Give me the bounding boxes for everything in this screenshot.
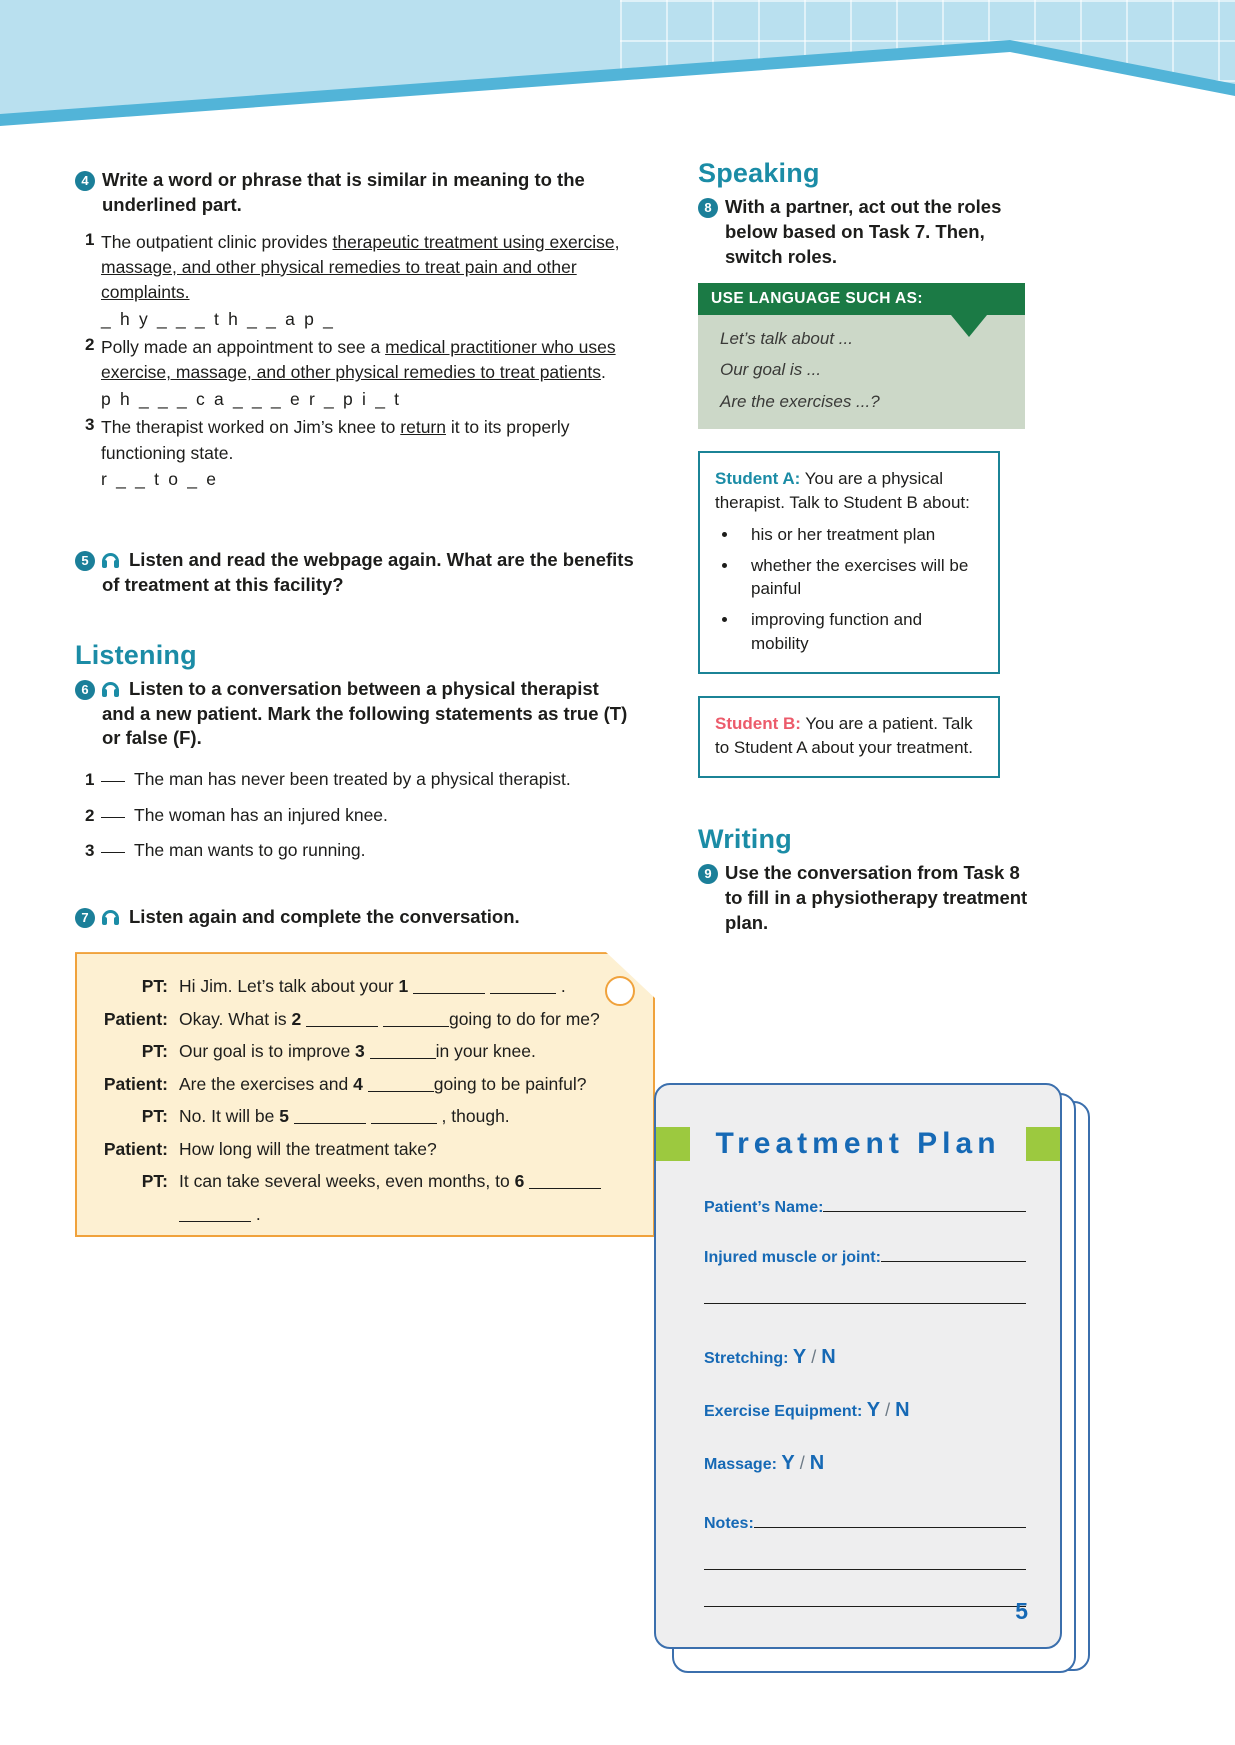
dialogue-row [91, 1072, 637, 1097]
item-text-pre: The outpatient clinic provides [101, 231, 333, 252]
item-text-post: . [600, 362, 606, 383]
task-6-items [75, 767, 635, 863]
dialogue-text [179, 1072, 637, 1097]
answer-blank[interactable] [383, 1011, 449, 1027]
use-language-header: USE LANGUAGE SUCH AS: [698, 283, 1025, 315]
true-false-blank[interactable] [101, 817, 125, 818]
field-massage [704, 1452, 1026, 1475]
dialogue-tail: . [255, 1203, 261, 1224]
item-number: 2 [85, 335, 95, 355]
option-yes[interactable]: Y [781, 1452, 795, 1474]
student-b-role-card [698, 696, 1000, 778]
field-input-line[interactable] [823, 1197, 1026, 1212]
task-5-prompt-text: Listen and read the webpage again. What are the benefits of treatment at this facility? [102, 549, 634, 596]
section-heading-listening: Listening [75, 639, 197, 670]
item-body [101, 230, 635, 333]
student-a-bullets [715, 523, 984, 656]
item-number: 3 [85, 840, 95, 860]
task-9 [698, 861, 1038, 935]
item-text-underlined: return [400, 417, 446, 438]
item-number: 1 [85, 770, 95, 790]
option-no[interactable]: N [821, 1346, 836, 1368]
field-label: Notes: [704, 1515, 754, 1532]
use-language-phrase: Let’s talk about ... [720, 329, 853, 349]
option-separator: / [799, 1453, 805, 1473]
dialogue-row [91, 974, 637, 999]
field-exercise-equipment [704, 1399, 1026, 1422]
section-heading-writing: Writing [698, 824, 792, 855]
answer-blank[interactable] [306, 1011, 378, 1027]
option-no[interactable]: N [895, 1399, 910, 1421]
item-text: The man has never been treated by a physical therapist. [134, 769, 571, 790]
card-title: Treatment Plan [715, 1127, 1001, 1160]
item-text-post: it to its properly functioning state. [101, 417, 570, 463]
task-number-badge: 6 [75, 680, 95, 700]
field-label: Injured muscle or joint: [704, 1249, 881, 1266]
right-column [698, 158, 1038, 939]
field-input-line[interactable] [881, 1247, 1026, 1262]
use-language-phrase: Our goal is ... [720, 360, 822, 380]
dialogue-row [91, 1007, 637, 1032]
answer-blank[interactable] [294, 1108, 366, 1124]
item-text: The man wants to go running. [134, 839, 366, 860]
field-notes [704, 1513, 1026, 1607]
task-6-prompt-text: Listen to a conversation between a physical therapist and a new patient. Mark the following statements as true (T) or false (F). [102, 677, 628, 749]
task-number-badge: 5 [75, 551, 95, 571]
field-input-line[interactable] [704, 1289, 1026, 1304]
dialogue-row [91, 1202, 637, 1227]
field-injured-muscle-or-joint [704, 1247, 1026, 1304]
dialogue-segment: Are the exercises and [179, 1073, 354, 1094]
dialogue-tail: . [560, 976, 566, 997]
list-item [75, 803, 635, 828]
true-false-blank[interactable] [101, 852, 125, 853]
student-a-text: You are a physical therapist. Talk to Student B about: [715, 468, 970, 512]
section-heading-speaking: Speaking [698, 158, 820, 188]
field-label: Exercise Equipment: [704, 1403, 863, 1420]
blank-number: 3 [355, 1041, 365, 1062]
option-no[interactable]: N [809, 1452, 825, 1474]
task-6-prompt [102, 677, 635, 751]
blank-number: 5 [279, 1106, 289, 1127]
dialogue-row [91, 1104, 637, 1129]
dialogue-text [179, 1169, 637, 1194]
student-b-text: You are a patient. Talk to Student A about your treatment. [715, 713, 974, 757]
answer-blank[interactable] [370, 1043, 436, 1059]
dialogue-text [179, 1104, 637, 1129]
dialogue-speaker: Patient: [103, 1008, 168, 1029]
student-b-label: Student B: [715, 713, 801, 733]
task-9-prompt: Use the conversation from Task 8 to fill in a physiotherapy treatment plan. [725, 862, 1028, 933]
dialogue-segment: Our goal is to improve [179, 1041, 356, 1062]
task-number-badge: 8 [698, 198, 718, 218]
dialogue-speaker: PT: [141, 976, 168, 997]
answer-blank[interactable] [368, 1076, 434, 1092]
answer-blank[interactable] [490, 978, 556, 994]
dialogue-lines [91, 974, 637, 1234]
treatment-plan-fields [704, 1197, 1026, 1637]
task-4-prompt: Write a word or phrase that is similar in meaning to the underlined part. [102, 169, 585, 215]
treatment-plan-card [654, 1083, 1062, 1649]
task-4-items [75, 230, 635, 493]
list-item [75, 767, 635, 792]
dialogue-segment: How long will the treatment take? [179, 1138, 437, 1159]
dialogue-text [179, 1007, 637, 1032]
use-language-box [698, 283, 1025, 428]
task-5 [75, 548, 635, 598]
item-body [101, 335, 635, 412]
dialogue-text [179, 1039, 637, 1064]
use-language-phrase: Are the exercises ...? [720, 391, 880, 411]
dialogue-segment: No. It will be [179, 1106, 280, 1127]
dialogue-speaker: Patient: [103, 1138, 168, 1159]
dialogue-tail: going to do for me? [448, 1008, 600, 1029]
task-7 [75, 905, 635, 930]
option-yes[interactable]: Y [866, 1399, 881, 1421]
blank-number: 1 [398, 976, 409, 997]
list-item [75, 838, 635, 863]
blank-number: 2 [291, 1008, 302, 1029]
item-text-underlined: medical practitioner who uses exercise, massage, and other physical remedies to treat patients [101, 337, 616, 383]
task-number-badge: 9 [698, 864, 718, 884]
item-text-pre: The therapist worked on Jim’s knee to [101, 417, 401, 438]
list-item [75, 415, 635, 492]
field-input-line[interactable] [704, 1555, 1026, 1570]
dialogue-row [91, 1137, 637, 1162]
field-label: Patient’s Name: [704, 1199, 824, 1216]
blank-number: 4 [353, 1073, 363, 1094]
answer-blank-pattern[interactable]: p h _ _ _ c a _ _ _ e r _ p i _ t [101, 388, 402, 409]
task-8 [698, 195, 1038, 269]
answer-blank[interactable] [179, 1206, 251, 1222]
field-input-line[interactable] [754, 1513, 1026, 1528]
option-separator: / [885, 1400, 891, 1420]
answer-blank-pattern[interactable]: _ h y _ _ _ t h _ _ a p _ [101, 308, 336, 329]
list-item: • improving function and mobility [739, 608, 984, 656]
task-4 [75, 168, 635, 218]
item-text-underlined: therapeutic treatment using exercise, massage, and other physical remedies to treat pain and other complaints. [101, 231, 620, 303]
field-label: Massage: [704, 1456, 777, 1473]
dialogue-row [91, 1169, 637, 1194]
dialogue-segment: Hi Jim. Let’s talk about your [179, 976, 399, 997]
task-6 [75, 677, 635, 751]
dialogue-row [91, 1039, 637, 1064]
dialogue-segment: It can take several weeks, even months, to [179, 1171, 515, 1192]
option-separator: / [811, 1347, 817, 1367]
dialogue-segment: Okay. What is [179, 1008, 292, 1029]
item-number: 1 [85, 229, 95, 249]
dialogue-speaker: PT: [141, 1171, 168, 1192]
dialogue-speaker: Patient: [103, 1073, 168, 1094]
option-yes[interactable]: Y [792, 1346, 807, 1368]
page-header-band [0, 0, 1235, 128]
task-number-badge: 7 [75, 908, 95, 928]
dialogue-text [179, 1137, 637, 1162]
true-false-blank[interactable] [101, 781, 125, 782]
task-7-prompt [102, 905, 520, 930]
use-language-body [698, 315, 1025, 428]
answer-blank[interactable] [529, 1173, 601, 1189]
list-item [75, 230, 635, 333]
dialogue-speaker: PT: [141, 1041, 168, 1062]
field-stretching [704, 1346, 1026, 1369]
task-5-prompt [102, 548, 635, 598]
dialogue-tail: , though. [441, 1106, 510, 1127]
list-item: • whether the exercises will be painful [739, 554, 984, 602]
dialogue-tail: going to be painful? [433, 1073, 587, 1094]
answer-blank[interactable] [371, 1108, 437, 1124]
blank-number: 6 [514, 1171, 525, 1192]
dialogue-tag-card [75, 952, 655, 1237]
field-patient-name [704, 1197, 1026, 1217]
item-text: The woman has an injured knee. [134, 804, 388, 825]
field-input-line[interactable] [704, 1592, 1026, 1607]
headset-icon [102, 553, 119, 568]
headset-icon [102, 910, 119, 925]
item-text-pre: Polly made an appointment to see a [101, 337, 386, 358]
field-label: Stretching: [704, 1350, 789, 1367]
dialogue-text [179, 974, 637, 999]
list-item [75, 335, 635, 412]
item-number: 2 [85, 805, 95, 825]
speech-pointer-icon [951, 315, 987, 337]
headset-icon [102, 682, 119, 697]
answer-blank[interactable] [413, 978, 485, 994]
page-body [0, 128, 1235, 1745]
dialogue-speaker: PT: [141, 1106, 168, 1127]
treatment-plan-card-stack [654, 1083, 1094, 1693]
dialogue-tail: in your knee. [435, 1041, 536, 1062]
item-number: 3 [85, 415, 95, 435]
list-item: • his or her treatment plan [739, 523, 984, 547]
item-body [101, 415, 635, 492]
dialogue-text [179, 1202, 637, 1227]
task-8-prompt: With a partner, act out the roles below based on Task 7. Then, switch roles. [725, 196, 1002, 267]
student-a-role-card [698, 451, 1000, 674]
answer-blank-pattern[interactable]: r _ _ t o _ e [101, 468, 219, 489]
left-column [75, 168, 635, 1237]
task-7-prompt-text: Listen again and complete the conversation. [129, 906, 520, 928]
task-number-badge: 4 [75, 171, 95, 191]
page-number: 5 [1015, 1598, 1028, 1624]
student-a-label: Student A: [715, 468, 801, 488]
